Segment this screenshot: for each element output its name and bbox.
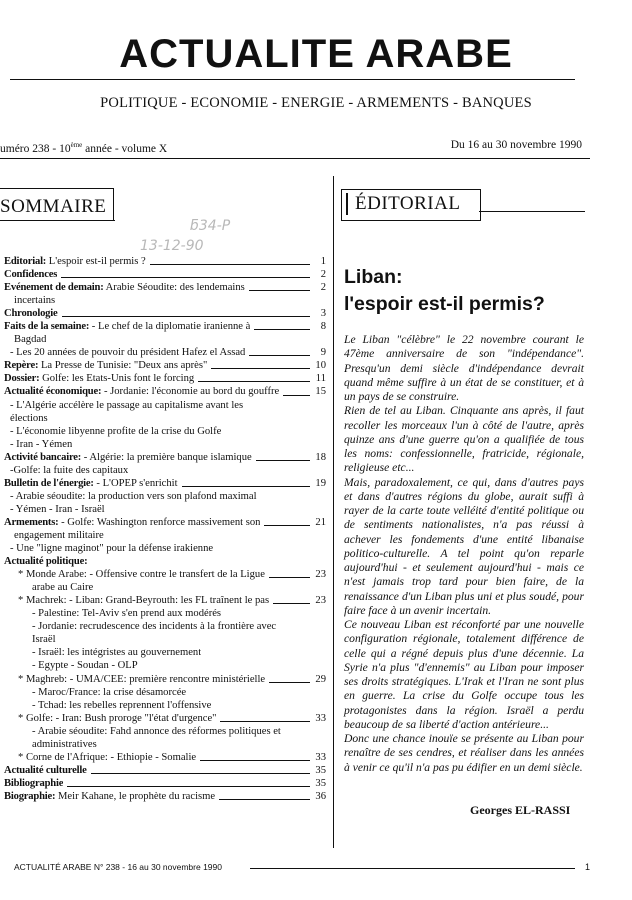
toc-page-number: 18 bbox=[315, 451, 326, 463]
toc-page-number: 36 bbox=[315, 790, 326, 802]
toc-entry bbox=[4, 738, 326, 751]
toc-entry bbox=[4, 725, 326, 738]
toc-leader-line bbox=[198, 381, 310, 382]
toc-leader-line bbox=[200, 760, 310, 761]
toc-entry-title: * Monde Arabe: - Offensive contre le transfert de la Ligue bbox=[18, 569, 265, 581]
toc-entry bbox=[4, 385, 326, 398]
toc-leader-line bbox=[264, 525, 310, 526]
toc-page-number: 11 bbox=[315, 373, 326, 385]
toc-entry bbox=[4, 359, 326, 372]
toc-entry-text bbox=[32, 659, 138, 672]
toc-entry bbox=[4, 699, 326, 712]
toc-page-number: 29 bbox=[315, 673, 326, 685]
editorial-paragraph: Mais, paradoxalement, ce qui, dans d'autres pays et dans d'autres régions du globe, aurait suffi à rayer de la carte toute velléité d'entité politique ou de sentiments nationalistes, n'a pas réussi à achever les fondements d'une entité libanaise politico-culturelle. A tel point qu'on reparle aujourd'hui - et seulement aujourd'hui - mais ce n'est jamais trop tard pour bien faire, de la renaissance d'un Liban plus uni et plus soudé, pour faire face à un avenir incertain. bbox=[344, 475, 584, 617]
toc-entry-text bbox=[4, 790, 215, 803]
toc-entry bbox=[4, 790, 326, 803]
toc-entry-title: arabe au Caire bbox=[32, 582, 94, 594]
toc-entry-text bbox=[32, 646, 201, 659]
toc-entry-title: - L'économie libyenne profite de la crise du Golfe bbox=[10, 425, 222, 437]
toc-entry-title: * Machrek: - Liban: Grand-Beyrouth: les FL traînent le pas bbox=[18, 595, 270, 607]
toc-entry-title: - Egypte - Soudan - OLP bbox=[32, 660, 138, 672]
toc-leader-line bbox=[249, 355, 310, 356]
toc-entry-title: Bagdad bbox=[14, 334, 47, 346]
toc-entry-text bbox=[18, 673, 265, 686]
toc-leader-line bbox=[62, 316, 310, 317]
issue-number bbox=[0, 141, 167, 155]
toc-entry-text bbox=[4, 268, 57, 281]
toc-page-number: 21 bbox=[315, 516, 326, 528]
toc-entry-text bbox=[4, 385, 279, 398]
editorial-paragraph: Rien de tel au Liban. Cinquante ans après, il faut recoller les morceaux l'un à côté de l'autre, après quinze ans d'une guerre qu'on a qualifiée de tous les noms: confessionnelle, fratricide, régionale, religieuse etc... bbox=[344, 404, 584, 475]
toc-entry-heading: Chronologie bbox=[4, 308, 58, 320]
toc-entry bbox=[4, 542, 326, 555]
toc-leader-line bbox=[182, 486, 310, 487]
toc-entry-text bbox=[18, 594, 269, 607]
toc-entry-text bbox=[14, 333, 46, 346]
toc-entry bbox=[4, 764, 326, 777]
toc-entry bbox=[4, 477, 326, 490]
toc-page-number: 19 bbox=[315, 477, 326, 489]
toc-entry-text bbox=[4, 516, 260, 529]
sommaire-box-side bbox=[113, 188, 114, 220]
toc-entry-title: * Corne de l'Afrique: - Ethiopie - Somalie bbox=[18, 751, 197, 763]
toc-entry bbox=[4, 594, 326, 607]
toc-entry bbox=[4, 503, 326, 516]
headline-line-2: l'espoir est-il permis? bbox=[344, 293, 545, 315]
toc-entry-heading: Actualité culturelle bbox=[4, 764, 87, 776]
toc-page-number: 35 bbox=[315, 764, 326, 776]
masthead-rule bbox=[10, 79, 575, 80]
toc-entry-text bbox=[10, 490, 257, 503]
toc-entry-text bbox=[4, 777, 63, 790]
sommaire-box-bottom bbox=[0, 220, 115, 221]
toc-entry-heading: Biographie: bbox=[4, 790, 56, 802]
masthead-subtitle: POLITIQUE - ECONOMIE - ENERGIE - ARMEMENTS - BANQUES bbox=[100, 95, 532, 111]
toc-leader-line bbox=[150, 264, 310, 265]
editorial-paragraph: Le Liban "célèbre" le 22 novembre courant le 47ème anniversaire de son "indépendance". Presqu'un demi siècle d'indépendance devrait quand même suffire à un état de se constituer, et à un pays de se construire. bbox=[344, 333, 584, 403]
toc-entry-text bbox=[18, 568, 265, 581]
toc-entry bbox=[4, 307, 326, 320]
issue-edition-sup: ème bbox=[70, 141, 83, 149]
toc-entry bbox=[4, 490, 326, 503]
toc-entry-title: - L'Algérie accélère le passage au capitalisme avant les bbox=[10, 399, 244, 411]
toc-leader-line bbox=[220, 721, 310, 722]
toc-entry-title: L'espoir est-il permis ? bbox=[46, 256, 146, 267]
toc-entry-title: - Jordanie: l'économie au bord du gouffre bbox=[101, 386, 280, 398]
toc-entry-title: - L'OPEP s'enrichit bbox=[93, 477, 178, 489]
toc-entry bbox=[4, 268, 326, 281]
toc-entry-heading: Repère: bbox=[4, 360, 39, 372]
toc-entry bbox=[4, 659, 326, 672]
toc-leader-line bbox=[61, 277, 310, 278]
toc-entry bbox=[4, 372, 326, 385]
toc-page-number: 2 bbox=[320, 269, 326, 281]
toc-entry-heading: Faits de la semaine: bbox=[4, 321, 90, 333]
toc-entry-title: - Arabie séoudite: la production vers son plafond maximal bbox=[10, 490, 257, 502]
toc-entry-heading: Bibliographie bbox=[4, 777, 64, 789]
toc-entry-text bbox=[32, 738, 97, 751]
toc-entry-text bbox=[10, 503, 105, 516]
toc-entry-title: Meir Kahane, le prophète du racisme bbox=[55, 790, 216, 802]
toc-entry-text bbox=[18, 751, 196, 764]
toc-entry-text bbox=[10, 438, 72, 451]
toc-entry bbox=[4, 646, 326, 659]
toc-entry-title: - Algérie: la première banque islamique bbox=[81, 451, 252, 463]
toc-entry-heading: Bulletin de l'énergie: bbox=[4, 477, 94, 489]
editorial-paragraph: Ce nouveau Liban est réconforté par une nouvelle configuration régionale, totalement différence de celle qui a régné depuis plus d'une décennie. La Syrie n'a plus "d'ennemis" au Liban pour imposer ses droits stratégiques. L'Irak et l'Iran ne sont plus en guerre. La crise du Golfe occupe tous les protagonistes dans la région. Israël a perdu beaucoup de sa liberté d'action antérieure... bbox=[344, 618, 584, 731]
toc-entry-text bbox=[10, 464, 128, 477]
toc-entry-text bbox=[4, 255, 146, 268]
editorial-label: ÉDITORIAL bbox=[355, 193, 461, 214]
toc-leader-line bbox=[269, 577, 310, 578]
toc-page-number: 9 bbox=[320, 347, 326, 359]
toc-entry-text bbox=[14, 294, 55, 307]
toc-entry bbox=[4, 281, 326, 294]
toc-entry-title: - Maroc/France: la crise désamorcée bbox=[32, 686, 187, 698]
stamp-line-2: 13-12-90 bbox=[140, 238, 204, 254]
toc-entry-text bbox=[10, 425, 221, 438]
toc-entry-text bbox=[18, 712, 216, 725]
toc-entry bbox=[4, 568, 326, 581]
headline-line-1: Liban: bbox=[344, 266, 403, 288]
archive-stamp bbox=[140, 185, 330, 255]
editorial-rule bbox=[479, 211, 585, 212]
toc-entry bbox=[4, 399, 326, 412]
toc-entry-text bbox=[32, 686, 186, 699]
toc-entry bbox=[4, 451, 326, 464]
toc-entry bbox=[4, 438, 326, 451]
toc-entry bbox=[4, 294, 326, 307]
toc-entry bbox=[4, 464, 326, 477]
toc-entry bbox=[4, 607, 326, 620]
toc-entry bbox=[4, 555, 326, 568]
toc-entry-text bbox=[4, 451, 252, 464]
toc-entry-heading: Editorial: bbox=[4, 256, 47, 267]
editorial-signature: Georges EL-RASSI bbox=[470, 803, 571, 817]
toc-entry-heading: Actualité politique: bbox=[4, 556, 88, 568]
toc-leader-line bbox=[211, 368, 310, 369]
masthead-title: ACTUALITE ARABE bbox=[119, 32, 513, 76]
toc-entry bbox=[4, 620, 326, 633]
toc-entry-heading: Evénement de demain: bbox=[4, 282, 104, 294]
toc-entry-text bbox=[10, 412, 48, 425]
issue-date: Du 16 au 30 novembre 1990 bbox=[450, 139, 582, 151]
table-of-contents bbox=[4, 255, 326, 803]
toc-page-number: 1 bbox=[320, 256, 326, 267]
toc-entry-title: - Jordanie: recrudescence des incidents à la frontière avec bbox=[32, 621, 277, 633]
footer-text: ACTUALITÉ ARABE N° 238 - 16 au 30 novembre 1990 bbox=[14, 862, 222, 872]
toc-entry-heading: Dossier: bbox=[4, 373, 40, 385]
toc-entry bbox=[4, 777, 326, 790]
toc-entry-title: - Tchad: les rebelles reprennent l'offensive bbox=[32, 699, 212, 711]
toc-entry-text bbox=[4, 477, 178, 490]
toc-leader-line bbox=[249, 290, 310, 291]
toc-entry bbox=[4, 712, 326, 725]
toc-entry-text bbox=[4, 764, 87, 777]
toc-entry bbox=[4, 412, 326, 425]
toc-entry bbox=[4, 751, 326, 764]
toc-entry-text bbox=[10, 542, 213, 555]
toc-entry-title: - Une "ligne maginot" pour la défense irakienne bbox=[10, 543, 214, 555]
toc-entry-title: - Iran - Yémen bbox=[10, 438, 73, 450]
toc-entry-title: -Golfe: la fuite des capitaux bbox=[10, 464, 129, 476]
editorial-body bbox=[344, 333, 584, 775]
toc-entry bbox=[4, 255, 326, 268]
toc-entry-text bbox=[4, 359, 207, 372]
toc-entry-text bbox=[32, 725, 281, 738]
toc-entry-title: - Le chef de la diplomatie iranienne à bbox=[89, 321, 251, 333]
toc-entry-text bbox=[32, 699, 211, 712]
sommaire-title: SOMMAIRE bbox=[0, 196, 107, 217]
toc-entry-title: élections bbox=[10, 412, 48, 424]
toc-page-number: 15 bbox=[315, 386, 326, 398]
toc-entry bbox=[4, 425, 326, 438]
toc-entry bbox=[4, 346, 326, 359]
toc-entry-title: - Les 20 années de pouvoir du président Hafez el Assad bbox=[10, 347, 246, 359]
toc-entry bbox=[4, 333, 326, 346]
issue-rule bbox=[0, 158, 590, 159]
toc-entry bbox=[4, 516, 326, 529]
toc-entry-title: * Golfe: - Iran: Bush proroge "l'état d'urgence" bbox=[18, 712, 217, 724]
toc-leader-line bbox=[91, 773, 310, 774]
toc-entry-title: - Arabie séoudite: Fahd annonce des réformes politiques et bbox=[32, 725, 281, 737]
toc-entry bbox=[4, 673, 326, 686]
toc-page-number: 35 bbox=[315, 777, 326, 789]
toc-page-number: 3 bbox=[320, 308, 326, 320]
footer-page-number: 1 bbox=[585, 862, 591, 872]
toc-entry-text bbox=[32, 633, 56, 646]
column-divider bbox=[333, 176, 334, 848]
toc-entry-text bbox=[32, 581, 93, 594]
toc-entry-heading: Armements: bbox=[4, 516, 59, 528]
toc-entry-title: - Yémen - Iran - Israël bbox=[10, 503, 105, 515]
toc-entry-heading: Actualité économique: bbox=[4, 386, 102, 398]
toc-page-number: 8 bbox=[320, 321, 326, 333]
editorial-headline bbox=[344, 264, 604, 318]
toc-entry-text bbox=[4, 555, 87, 568]
toc-entry-title: administratives bbox=[32, 738, 97, 750]
toc-entry-title: Israël bbox=[32, 634, 56, 646]
toc-entry bbox=[4, 581, 326, 594]
toc-page-number: 23 bbox=[315, 595, 326, 607]
toc-entry-text bbox=[4, 307, 58, 320]
toc-entry bbox=[4, 633, 326, 646]
toc-entry-title: - Golfe: Washington renforce massivement son bbox=[58, 516, 261, 528]
toc-entry-text bbox=[10, 346, 245, 359]
toc-entry-title: - Palestine: Tel-Aviv s'en prend aux modérés bbox=[32, 608, 222, 620]
sommaire-box-top bbox=[0, 188, 113, 189]
toc-entry bbox=[4, 686, 326, 699]
toc-entry-text bbox=[32, 620, 276, 633]
toc-entry-text bbox=[32, 607, 221, 620]
toc-leader-line bbox=[256, 460, 310, 461]
toc-entry-text bbox=[14, 529, 104, 542]
toc-leader-line bbox=[219, 799, 310, 800]
stamp-line-1: ƃ34-P bbox=[190, 218, 231, 234]
toc-page-number: 23 bbox=[315, 569, 326, 581]
editorial-paragraph: Donc une chance inouïe se présente au Liban pour renaître de ses cendres, et réaliser dans les années à venir ce qu'il n'a pas pu édifier en un demi siècle. bbox=[344, 732, 584, 774]
issue-number-suffix: année - volume X bbox=[82, 142, 168, 155]
toc-leader-line bbox=[283, 395, 310, 396]
toc-entry-title: La Presse de Tunisie: "Deux ans après" bbox=[38, 360, 208, 372]
toc-entry bbox=[4, 529, 326, 542]
toc-entry-heading: Activité bancaire: bbox=[4, 451, 82, 463]
toc-entry-title: Golfe: les Etats-Unis font le forcing bbox=[39, 373, 195, 385]
toc-entry-title: incertains bbox=[14, 295, 56, 307]
toc-entry-text bbox=[4, 320, 250, 333]
footer-rule bbox=[250, 868, 575, 869]
toc-entry-text bbox=[10, 399, 243, 412]
toc-entry-text bbox=[4, 372, 194, 385]
toc-entry-title: Arabie Séoudite: des lendemains bbox=[103, 282, 245, 294]
toc-leader-line bbox=[67, 786, 310, 787]
toc-entry-text bbox=[4, 281, 245, 294]
toc-entry-title: * Maghreb: - UMA/CEE: première rencontre ministérielle bbox=[18, 673, 266, 685]
toc-entry-heading: Confidences bbox=[4, 269, 58, 281]
toc-page-number: 10 bbox=[315, 360, 326, 372]
toc-entry bbox=[4, 320, 326, 333]
toc-leader-line bbox=[254, 329, 310, 330]
toc-page-number: 33 bbox=[315, 751, 326, 763]
toc-leader-line bbox=[273, 603, 310, 604]
toc-page-number: 33 bbox=[315, 712, 326, 724]
toc-entry-title: - Israël: les intégristes au gouvernement bbox=[32, 647, 202, 659]
toc-page-number: 2 bbox=[320, 282, 326, 294]
toc-leader-line bbox=[269, 682, 310, 683]
issue-number-prefix: uméro 238 - 10 bbox=[0, 142, 71, 155]
toc-entry-title: engagement militaire bbox=[14, 529, 104, 541]
